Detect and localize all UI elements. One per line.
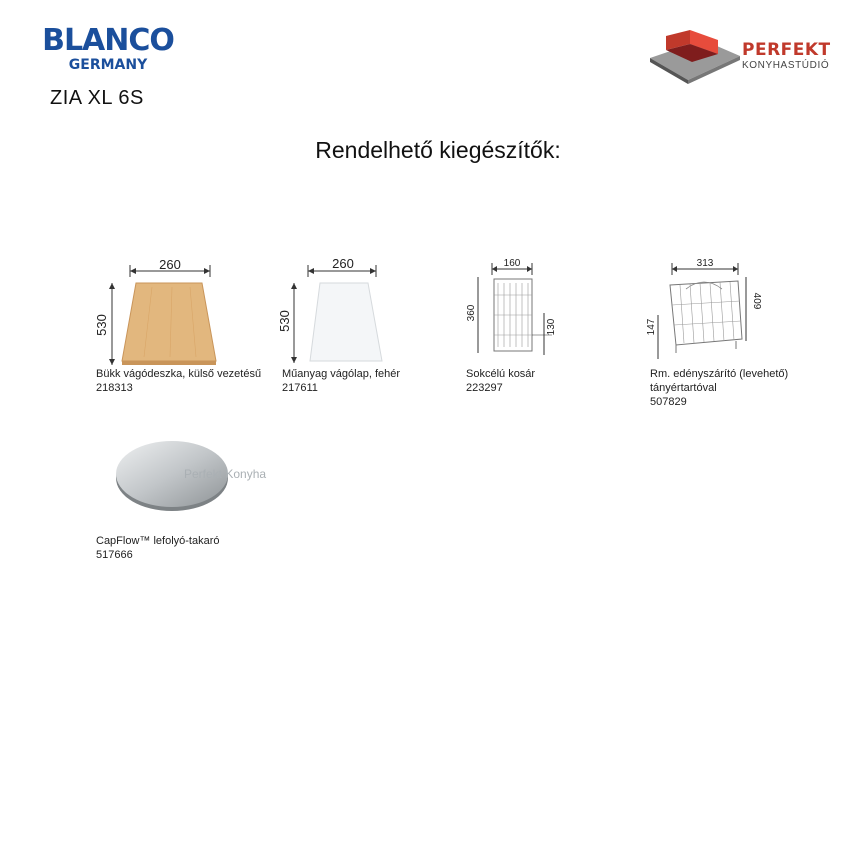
caption-plastic-board (282, 367, 400, 395)
dim-width: 260 (159, 257, 181, 272)
model-name: ZIA XL 6S (50, 87, 144, 109)
dim-height: 360 (466, 304, 477, 322)
product-basket (462, 255, 562, 365)
product-title: Műanyag vágólap, fehér (282, 368, 401, 380)
product-title: Bükk vágódeszka, külső vezetésű (96, 368, 262, 380)
plastic-board-drawing (278, 255, 398, 370)
blanco-logo (28, 23, 188, 73)
product-plastic-board (278, 255, 398, 365)
brand-country: GERMANY (68, 57, 148, 73)
basket-drawing (462, 255, 562, 365)
dim-height: 147 (646, 318, 657, 336)
product-beech-board (92, 255, 272, 365)
studio-subtitle: KONYHASTÚDIÓ (742, 60, 830, 71)
product-code: 223297 (466, 382, 503, 394)
dim-length: 530 (94, 314, 109, 336)
product-dish-drainer (646, 255, 766, 365)
beech-board-drawing (92, 255, 272, 370)
dim-width: 260 (332, 256, 354, 271)
product-code: 218313 (96, 382, 133, 394)
dim-length: 530 (277, 310, 292, 332)
perfekt-logo (648, 28, 830, 86)
studio-name: PERFEKT (742, 40, 831, 60)
product-code: 217611 (282, 382, 318, 394)
product-code: 507829 (650, 396, 687, 408)
product-title: Rm. edényszárító (levehető) (650, 368, 789, 380)
kitchen-logo-icon (648, 28, 743, 86)
dim-width: 160 (503, 258, 521, 269)
caption-dish-drainer (650, 367, 788, 409)
dim-width: 313 (696, 258, 714, 269)
caption-capflow (96, 534, 220, 562)
caption-basket (466, 367, 535, 395)
caption-beech-board (96, 367, 261, 395)
product-code: 517666 (96, 549, 133, 561)
product-title: Sokcélú kosár (466, 368, 536, 380)
watermark: Perfekt Konyha (184, 467, 267, 481)
page-heading: Rendelhető kiegészítők: (315, 137, 561, 163)
product-title-line2: tányértartóval (650, 382, 717, 394)
dish-drainer-drawing (646, 255, 766, 365)
product-title: CapFlow™ lefolyó-takaró (96, 535, 220, 547)
dim-depth: 130 (546, 318, 557, 336)
dim-depth: 409 (751, 292, 762, 310)
brand-name: BLANCO (42, 23, 174, 58)
